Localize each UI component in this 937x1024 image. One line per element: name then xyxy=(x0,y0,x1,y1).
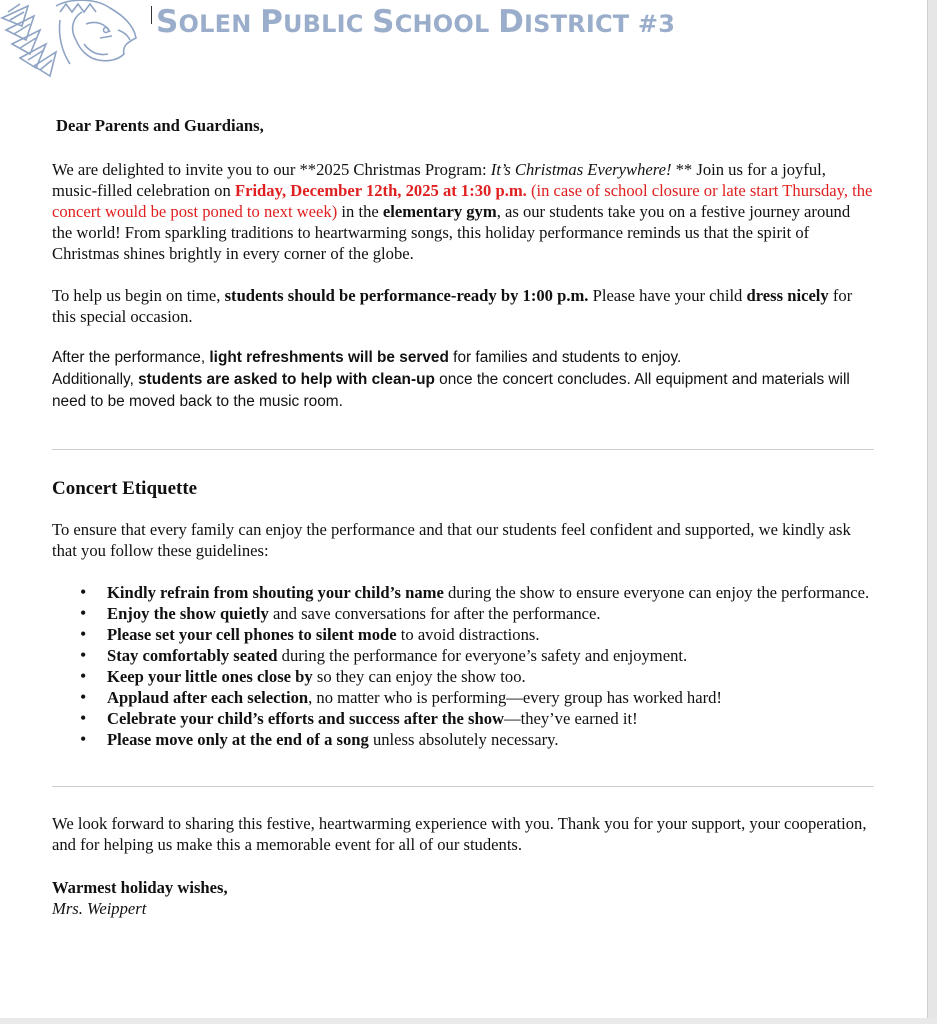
divider xyxy=(52,786,874,787)
list-item: • Applaud after each selection, no matter who is performing—every group has worked hard! xyxy=(107,687,874,708)
etiquette-intro: To ensure that every family can enjoy the performance and that our students feel confident and supported, we kindly ask that you follow these guidelines: xyxy=(52,520,851,560)
list-item: • Please set your cell phones to silent mode to avoid distractions. xyxy=(107,624,874,645)
timing-paragraph: To help us begin on time, students should be performance-ready by 1:00 p.m. Please have your child dress nicely for this special occasion. xyxy=(52,286,853,326)
etiquette-list xyxy=(52,582,874,750)
closing-paragraph: We look forward to sharing this festive, heartwarming experience with you. Thank you for your support, your cooperation, and for helping us make this a memorable event for all of our students. xyxy=(52,814,867,854)
list-item: • Please move only at the end of a song unless absolutely necessary. xyxy=(107,729,874,750)
list-item: • Kindly refrain from shouting your child’s name during the show to ensure everyone can enjoy the performance. xyxy=(107,582,874,603)
refreshments-paragraph: After the performance, light refreshments will be served for families and students to enjoy. Additionally, students are asked to help with clean-up once the concert concludes. All equipment and materials will need to be moved back to the music room. xyxy=(52,349,850,410)
scroll-gutter[interactable] xyxy=(927,0,937,1024)
signoff: Warmest holiday wishes, xyxy=(52,878,228,897)
greeting: Dear Parents and Guardians, xyxy=(56,116,264,135)
page-bottom-edge xyxy=(0,1018,937,1024)
invitation-paragraph: We are delighted to invite you to our **2025 Christmas Program: It’s Christmas Everywhere! ** Join us for a joyful, music-filled celebration on Friday, December 12th, 2025 at 1:30 p.m. (in case of school closure or late start Thursday, the concert would be post poned to next week) in the elementary gym, as our students take you on a festive journey around the world! From sparkling traditions to heartwarming songs, this holiday performance reminds us that the spirit of Christmas shines brightly in every corner of the globe. xyxy=(52,160,873,263)
list-item: • Celebrate your child’s efforts and success after the show—they’ve earned it! xyxy=(107,708,874,729)
list-item: • Stay comfortably seated during the performance for everyone’s safety and enjoyment. xyxy=(107,645,874,666)
etiquette-heading: Concert Etiquette xyxy=(52,478,198,499)
signature-name: Mrs. Weippert xyxy=(52,899,147,918)
chief-headdress-logo-icon xyxy=(0,0,140,80)
letter-body xyxy=(52,115,874,919)
text-cursor xyxy=(151,6,152,24)
district-title: SOLEN PUBLIC SCHOOL DISTRICT #3 xyxy=(156,4,676,40)
list-item: • Keep your little ones close by so they can enjoy the show too. xyxy=(107,666,874,687)
divider xyxy=(52,449,874,450)
list-item: • Enjoy the show quietly and save conversations for after the performance. xyxy=(107,603,874,624)
